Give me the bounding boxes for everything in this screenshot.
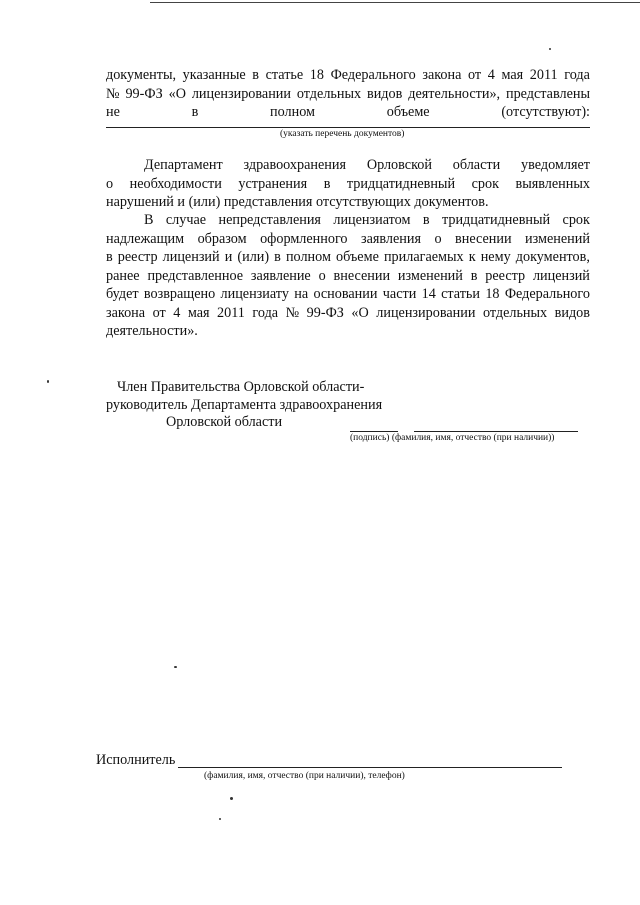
word: срок: [562, 212, 590, 228]
word: на: [294, 286, 309, 302]
scan-speck: [549, 48, 551, 50]
return-line-3: [106, 248, 590, 267]
notification-line-1: [106, 156, 590, 175]
word: в: [323, 175, 331, 192]
word: 99-ФЗ: [306, 304, 344, 321]
documents-line-2: [106, 85, 590, 104]
notification-line-3: нарушений и (или) представления отсутствующих документов.: [106, 194, 489, 210]
word: о: [106, 175, 114, 192]
signatory-title-line-2: руководитель Департамента здравоохранения: [106, 397, 383, 413]
word: заявление: [250, 267, 311, 284]
word: выявленных: [515, 175, 590, 192]
documents-line-1: [106, 66, 590, 85]
word: 2011: [529, 67, 558, 83]
word: мая: [187, 304, 210, 321]
word: представлены: [506, 85, 590, 102]
word: деятельности»,: [408, 85, 501, 102]
word: от: [152, 304, 166, 321]
word: видов: [367, 85, 403, 102]
word: 18: [309, 67, 324, 83]
word: реестр: [485, 267, 526, 284]
word: возвращено: [143, 286, 216, 302]
documents-line-3: [106, 103, 590, 122]
return-line-4: [106, 267, 590, 286]
word: в: [274, 249, 281, 265]
return-paragraph: [106, 211, 590, 341]
word: полном: [270, 104, 316, 120]
word: Департамент: [144, 157, 223, 173]
scan-speck: [219, 818, 221, 820]
word: и: [224, 249, 233, 265]
word: области: [452, 157, 501, 173]
word: от: [468, 67, 482, 83]
word: к: [468, 249, 476, 265]
word: (отсутствуют):: [501, 104, 590, 120]
notification-paragraph: [106, 156, 590, 212]
notification-line-2: [106, 175, 590, 194]
return-line-2: [106, 230, 590, 249]
word: части: [382, 286, 417, 302]
word: года: [252, 304, 279, 321]
scan-speck: [174, 666, 177, 668]
word: лицензировании: [376, 304, 476, 321]
word: лицензиатом: [333, 212, 411, 228]
word: 2011: [217, 304, 245, 321]
word: лицензий: [532, 267, 590, 284]
executor-line: [178, 767, 562, 768]
word: в: [422, 212, 430, 228]
word: о: [434, 230, 442, 247]
word: не: [106, 104, 120, 120]
signatory-title-line-3: Орловской области: [166, 414, 283, 430]
word: основании: [313, 286, 378, 302]
word: лицензиату: [220, 286, 289, 302]
executor-caption: (фамилия, имя, отчество (при наличии), телефон): [204, 771, 405, 781]
word: в: [106, 249, 113, 265]
word: указанные: [182, 67, 246, 83]
word: объеме: [386, 104, 430, 120]
word: 4: [173, 304, 181, 321]
word: Федерального: [504, 286, 590, 302]
word: полном: [285, 249, 331, 265]
word: статье: [265, 67, 304, 83]
word: лицензий: [162, 249, 220, 265]
word: видов: [554, 304, 590, 321]
return-line-7: деятельности».: [106, 323, 198, 339]
top-edge-rule: [150, 2, 640, 3]
word: документы,: [106, 67, 177, 83]
word: внесении: [333, 267, 391, 284]
executor-label: Исполнитель: [96, 752, 176, 768]
word: «О: [168, 85, 186, 102]
word: 4: [487, 67, 495, 83]
word: изменений: [397, 267, 463, 284]
word: представленное: [147, 267, 244, 284]
word: о: [318, 267, 326, 284]
word: прилагаемых: [383, 249, 464, 265]
word: года: [564, 67, 590, 83]
word: лицензировании: [191, 85, 291, 102]
word: будет: [106, 286, 139, 302]
word: 18: [485, 286, 500, 302]
word: отдельных: [296, 85, 362, 102]
word: необходимости: [129, 175, 222, 192]
word: 14: [421, 286, 436, 302]
word: изменений: [525, 230, 590, 247]
word: устранения: [238, 175, 308, 192]
word: В: [144, 212, 154, 228]
word: (или): [237, 249, 270, 265]
word: 99-ФЗ: [125, 85, 163, 102]
word: надлежащим: [106, 230, 185, 247]
signatory-title-line-1: Член Правительства Орловской области-: [117, 379, 365, 395]
word: документов,: [515, 249, 590, 265]
word: случае: [165, 212, 207, 228]
scan-speck: [230, 797, 233, 800]
word: закона: [422, 67, 462, 83]
word: закона: [106, 304, 146, 321]
word: ранее: [106, 267, 140, 284]
word: непредставления: [218, 212, 321, 228]
word: уведомляет: [521, 157, 590, 173]
signature-caption: (подпись) (фамилия, имя, отчество (при наличии)): [350, 433, 555, 443]
word: в: [191, 104, 199, 120]
word: статьи: [441, 286, 480, 302]
word: нему: [480, 249, 511, 265]
word: внесении: [455, 230, 512, 247]
word: «О: [351, 304, 369, 321]
return-line-5: [106, 285, 590, 304]
word: здравоохранения: [243, 157, 346, 173]
word: оформленного: [260, 230, 348, 247]
word: в: [252, 67, 259, 83]
word: Орловской: [366, 157, 432, 173]
word: тридцатидневный: [442, 212, 551, 228]
word: образом: [197, 230, 247, 247]
documents-caption: (указать перечень документов): [280, 129, 405, 139]
word: объеме: [336, 249, 379, 265]
word: реестр: [117, 249, 158, 265]
word: срок: [471, 175, 499, 192]
return-line-1: [106, 211, 590, 230]
word: №: [285, 304, 300, 321]
word: заявления: [360, 230, 422, 247]
word: №: [106, 85, 120, 102]
return-line-6: [106, 304, 590, 323]
word: Федерального: [330, 67, 416, 83]
word: мая: [501, 67, 524, 83]
scan-speck: [47, 380, 49, 383]
word: тридцатидневный: [346, 175, 456, 192]
word: отдельных: [482, 304, 548, 321]
word: в: [470, 267, 478, 284]
documents-paragraph: [106, 66, 590, 122]
